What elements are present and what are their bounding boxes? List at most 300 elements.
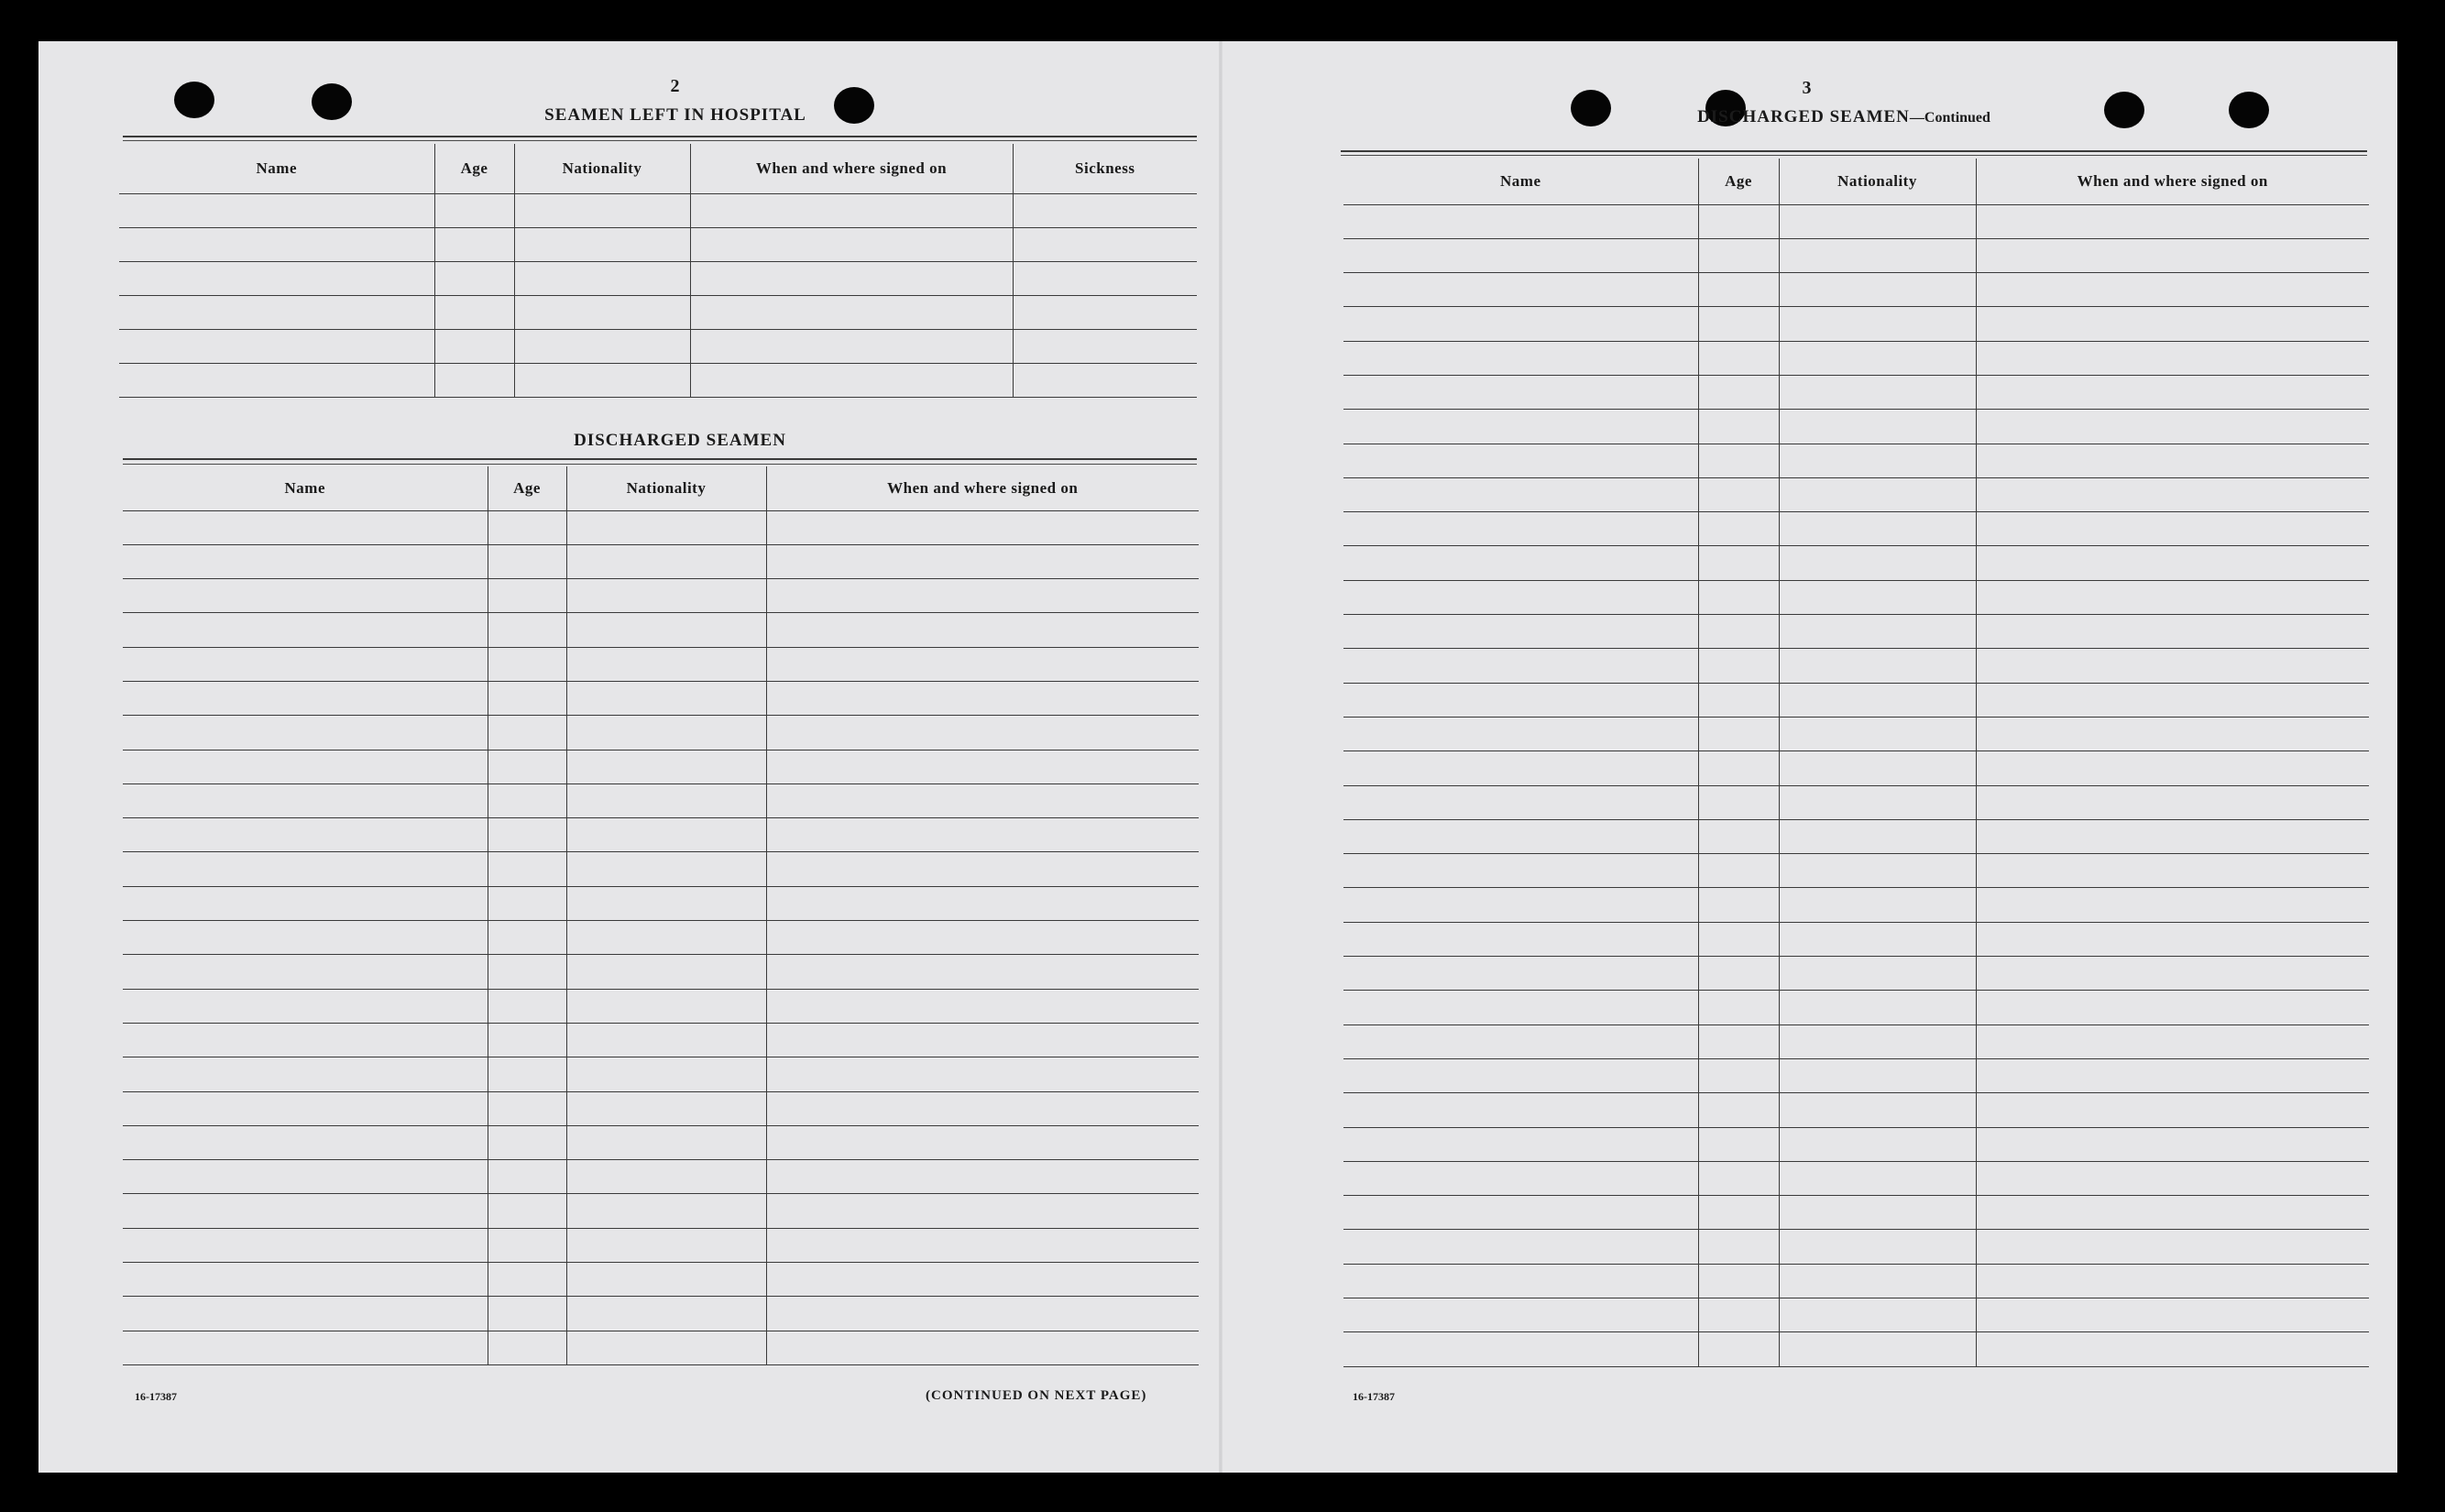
blank-cell: [1779, 1264, 1976, 1298]
blank-cell: [1779, 238, 1976, 272]
blank-cell: [1779, 957, 1976, 991]
blank-cell: [1976, 1024, 2369, 1058]
table-row: [123, 750, 1199, 783]
blank-cell: [1779, 785, 1976, 819]
blank-cell: [1343, 1332, 1698, 1366]
table-row: [1343, 375, 2369, 409]
blank-cell: [766, 613, 1199, 647]
blank-cell: [1698, 341, 1779, 375]
blank-cell: [488, 716, 566, 750]
table-row: [1343, 1264, 2369, 1298]
blank-cell: [1698, 477, 1779, 511]
blank-cell: [1698, 888, 1779, 922]
blank-cell: [1779, 854, 1976, 888]
blank-cell: [1343, 717, 1698, 751]
table-row: [123, 1023, 1199, 1057]
table-row: [1343, 1127, 2369, 1161]
blank-cell: [1698, 580, 1779, 614]
blank-cell: [1976, 444, 2369, 477]
column-header-signed-on: When and where signed on: [766, 466, 1199, 510]
blank-cell: [690, 329, 1013, 363]
column-header-age: Age: [488, 466, 566, 510]
table-row: [1343, 410, 2369, 444]
blank-cell: [766, 921, 1199, 955]
column-header-nationality: Nationality: [514, 144, 690, 193]
blank-cell: [690, 227, 1013, 261]
blank-cell: [1976, 1161, 2369, 1195]
blank-cell: [123, 1091, 488, 1125]
table-row: [123, 1228, 1199, 1262]
blank-cell: [1976, 512, 2369, 546]
blank-cell: [434, 261, 514, 295]
blank-cell: [123, 1194, 488, 1228]
blank-cell: [566, 750, 766, 783]
blank-cell: [1976, 546, 2369, 580]
blank-cell: [690, 261, 1013, 295]
blank-cell: [1698, 375, 1779, 409]
blank-cell: [119, 295, 434, 329]
blank-cell: [123, 750, 488, 783]
blank-cell: [766, 544, 1199, 578]
table-row: [123, 1091, 1199, 1125]
blank-cell: [1976, 991, 2369, 1024]
table-row: [119, 295, 1197, 329]
table-row: [1343, 238, 2369, 272]
blank-cell: [119, 329, 434, 363]
blank-cell: [123, 647, 488, 681]
blank-cell: [488, 1194, 566, 1228]
blank-cell: [766, 886, 1199, 920]
blank-cell: [1343, 785, 1698, 819]
blank-cell: [1343, 1196, 1698, 1230]
blank-cell: [766, 750, 1199, 783]
blank-cell: [1779, 649, 1976, 683]
blank-cell: [1698, 649, 1779, 683]
table-row: [1343, 854, 2369, 888]
blank-cell: [566, 1091, 766, 1125]
blank-cell: [766, 989, 1199, 1023]
blank-cell: [1698, 512, 1779, 546]
blank-cell: [1976, 1332, 2369, 1366]
blank-cell: [1976, 922, 2369, 956]
column-header-age: Age: [434, 144, 514, 193]
column-header-name: Name: [119, 144, 434, 193]
hospital-section-title: SEAMEN LEFT IN HOSPITAL: [544, 105, 806, 125]
blank-cell: [488, 750, 566, 783]
blank-cell: [1779, 580, 1976, 614]
blank-cell: [766, 1331, 1199, 1364]
table-row: [123, 544, 1199, 578]
blank-cell: [1013, 329, 1197, 363]
blank-cell: [1698, 546, 1779, 580]
blank-cell: [123, 818, 488, 852]
table-row: [123, 1297, 1199, 1331]
table-row: [123, 613, 1199, 647]
punch-hole: [1571, 90, 1611, 126]
table-row: [1343, 273, 2369, 307]
blank-cell: [1698, 922, 1779, 956]
blank-cell: [1698, 1161, 1779, 1195]
blank-cell: [488, 579, 566, 613]
blank-cell: [1698, 785, 1779, 819]
blank-cell: [1698, 1264, 1779, 1298]
blank-cell: [1343, 1298, 1698, 1332]
blank-cell: [690, 363, 1013, 397]
blank-cell: [1343, 204, 1698, 238]
table-row: [1343, 991, 2369, 1024]
blank-cell: [488, 1125, 566, 1159]
blank-cell: [566, 783, 766, 817]
blank-cell: [1976, 273, 2369, 307]
blank-cell: [434, 227, 514, 261]
table-row: [123, 1125, 1199, 1159]
blank-cell: [566, 818, 766, 852]
blank-cell: [123, 1160, 488, 1194]
blank-cell: [1779, 1196, 1976, 1230]
blank-cell: [123, 579, 488, 613]
blank-cell: [1013, 193, 1197, 227]
blank-cell: [488, 1331, 566, 1364]
table-row: [119, 363, 1197, 397]
blank-cell: [488, 510, 566, 544]
blank-cell: [1698, 273, 1779, 307]
blank-cell: [1779, 204, 1976, 238]
table-row: [1343, 751, 2369, 785]
blank-cell: [1976, 1230, 2369, 1264]
blank-cell: [1343, 580, 1698, 614]
blank-cell: [1976, 341, 2369, 375]
blank-cell: [1343, 1058, 1698, 1092]
table-row: [123, 647, 1199, 681]
blank-cell: [1698, 819, 1779, 853]
blank-cell: [488, 1023, 566, 1057]
blank-cell: [1976, 1196, 2369, 1230]
blank-cell: [566, 886, 766, 920]
blank-cell: [514, 193, 690, 227]
blank-cell: [1976, 1058, 2369, 1092]
blank-cell: [488, 818, 566, 852]
header-rule: [123, 140, 1197, 141]
blank-cell: [1976, 375, 2369, 409]
blank-cell: [1698, 683, 1779, 717]
blank-cell: [1698, 854, 1779, 888]
blank-cell: [1698, 410, 1779, 444]
table-row: [1343, 1058, 2369, 1092]
punch-hole: [174, 82, 214, 118]
section-title-main: DISCHARGED SEAMEN: [1697, 107, 1910, 126]
blank-cell: [1698, 1024, 1779, 1058]
blank-cell: [123, 1331, 488, 1364]
table-row: [1343, 477, 2369, 511]
table-row: [123, 989, 1199, 1023]
blank-cell: [566, 579, 766, 613]
table-row: [1343, 204, 2369, 238]
blank-cell: [1343, 1161, 1698, 1195]
header-rule: [1341, 155, 2367, 156]
blank-cell: [123, 613, 488, 647]
blank-cell: [119, 261, 434, 295]
blank-cell: [1343, 957, 1698, 991]
blank-cell: [1343, 1230, 1698, 1264]
blank-cell: [1343, 410, 1698, 444]
blank-cell: [1779, 888, 1976, 922]
blank-cell: [488, 955, 566, 989]
blank-cell: [1976, 819, 2369, 853]
blank-cell: [1976, 683, 2369, 717]
blank-cell: [514, 227, 690, 261]
blank-cell: [1013, 295, 1197, 329]
blank-cell: [1779, 1093, 1976, 1127]
column-header-signed-on: When and where signed on: [690, 144, 1013, 193]
blank-cell: [566, 852, 766, 886]
blank-cell: [123, 852, 488, 886]
blank-cell: [766, 1194, 1199, 1228]
blank-cell: [434, 363, 514, 397]
blank-cell: [690, 193, 1013, 227]
blank-cell: [766, 647, 1199, 681]
blank-cell: [1698, 717, 1779, 751]
table-row: [1343, 785, 2369, 819]
blank-cell: [1779, 444, 1976, 477]
header-rule: [123, 136, 1197, 137]
blank-cell: [123, 1057, 488, 1091]
blank-cell: [1976, 477, 2369, 511]
blank-cell: [1976, 615, 2369, 649]
hospital-table: [119, 144, 1197, 398]
header-rule: [123, 464, 1197, 465]
blank-cell: [1343, 375, 1698, 409]
blank-cell: [566, 681, 766, 715]
blank-cell: [766, 1297, 1199, 1331]
table-row: [119, 193, 1197, 227]
blank-cell: [1698, 991, 1779, 1024]
blank-cell: [1779, 410, 1976, 444]
form-code: 16-17387: [135, 1390, 177, 1403]
blank-cell: [1779, 375, 1976, 409]
blank-cell: [766, 1125, 1199, 1159]
blank-cell: [514, 363, 690, 397]
page-number: 2: [670, 76, 681, 96]
discharged-continued-title: [1651, 107, 2036, 127]
blank-cell: [488, 544, 566, 578]
blank-cell: [766, 1228, 1199, 1262]
blank-cell: [1343, 1264, 1698, 1298]
column-header-age: Age: [1698, 159, 1779, 204]
blank-cell: [123, 1297, 488, 1331]
column-header-nationality: Nationality: [566, 466, 766, 510]
blank-cell: [690, 295, 1013, 329]
blank-cell: [434, 193, 514, 227]
blank-cell: [1976, 717, 2369, 751]
table-row: [123, 1331, 1199, 1364]
blank-cell: [566, 955, 766, 989]
blank-cell: [1343, 444, 1698, 477]
blank-cell: [1343, 512, 1698, 546]
table-row: [1343, 444, 2369, 477]
right-page: [1221, 41, 2397, 1473]
blank-cell: [566, 1057, 766, 1091]
blank-cell: [1779, 512, 1976, 546]
blank-cell: [1343, 683, 1698, 717]
blank-cell: [766, 818, 1199, 852]
blank-cell: [1698, 1298, 1779, 1332]
blank-cell: [119, 193, 434, 227]
blank-cell: [488, 1091, 566, 1125]
blank-cell: [1779, 615, 1976, 649]
table-row: [1343, 546, 2369, 580]
blank-cell: [123, 1125, 488, 1159]
blank-cell: [1343, 1093, 1698, 1127]
blank-cell: [1343, 888, 1698, 922]
blank-cell: [566, 510, 766, 544]
blank-cell: [488, 886, 566, 920]
blank-cell: [1698, 444, 1779, 477]
table-row: [119, 261, 1197, 295]
blank-cell: [1976, 204, 2369, 238]
blank-cell: [123, 1023, 488, 1057]
blank-cell: [123, 681, 488, 715]
section-title-suffix: —Continued: [1909, 110, 1990, 126]
blank-cell: [123, 716, 488, 750]
table-row: [1343, 922, 2369, 956]
blank-cell: [1343, 273, 1698, 307]
blank-cell: [1343, 1024, 1698, 1058]
table-row: [123, 579, 1199, 613]
blank-cell: [566, 716, 766, 750]
blank-cell: [1698, 1230, 1779, 1264]
blank-cell: [488, 647, 566, 681]
blank-cell: [514, 329, 690, 363]
table-row: [123, 1263, 1199, 1297]
blank-cell: [1779, 477, 1976, 511]
blank-cell: [1343, 238, 1698, 272]
discharged-section-title: DISCHARGED SEAMEN: [574, 431, 786, 450]
blank-cell: [766, 716, 1199, 750]
table-row: [123, 1160, 1199, 1194]
blank-cell: [123, 921, 488, 955]
blank-cell: [1343, 615, 1698, 649]
blank-cell: [1976, 307, 2369, 341]
blank-cell: [1343, 341, 1698, 375]
blank-cell: [514, 261, 690, 295]
blank-cell: [1698, 204, 1779, 238]
blank-cell: [1976, 649, 2369, 683]
blank-cell: [1976, 1264, 2369, 1298]
blank-cell: [766, 852, 1199, 886]
blank-cell: [123, 886, 488, 920]
column-header-name: Name: [1343, 159, 1698, 204]
blank-cell: [1976, 410, 2369, 444]
blank-cell: [766, 1263, 1199, 1297]
header-rule: [123, 458, 1197, 460]
blank-cell: [1976, 1093, 2369, 1127]
table-row: [123, 510, 1199, 544]
table-row: [1343, 1332, 2369, 1366]
blank-cell: [566, 989, 766, 1023]
blank-cell: [566, 1125, 766, 1159]
blank-cell: [1976, 238, 2369, 272]
punch-hole: [312, 83, 352, 120]
column-header-sickness: Sickness: [1013, 144, 1197, 193]
table-row: [123, 955, 1199, 989]
blank-cell: [566, 544, 766, 578]
blank-cell: [1976, 957, 2369, 991]
blank-cell: [1779, 1161, 1976, 1195]
blank-cell: [1013, 227, 1197, 261]
blank-cell: [1976, 785, 2369, 819]
blank-cell: [1779, 991, 1976, 1024]
blank-cell: [514, 295, 690, 329]
blank-cell: [1698, 1332, 1779, 1366]
table-row: [1343, 819, 2369, 853]
page-number: 3: [1802, 78, 1813, 98]
left-page: [38, 41, 1221, 1473]
blank-cell: [488, 1297, 566, 1331]
table-row: [1343, 683, 2369, 717]
table-row: [1343, 615, 2369, 649]
blank-cell: [1779, 922, 1976, 956]
blank-cell: [488, 783, 566, 817]
blank-cell: [1779, 1298, 1976, 1332]
blank-cell: [566, 1023, 766, 1057]
blank-cell: [566, 647, 766, 681]
blank-cell: [766, 1160, 1199, 1194]
blank-cell: [766, 1023, 1199, 1057]
table-row: [1343, 1298, 2369, 1332]
blank-cell: [1698, 307, 1779, 341]
blank-cell: [123, 989, 488, 1023]
blank-cell: [123, 510, 488, 544]
blank-cell: [1013, 363, 1197, 397]
discharged-table: [123, 466, 1199, 1365]
table-row: [123, 1057, 1199, 1091]
blank-cell: [1698, 1127, 1779, 1161]
blank-cell: [1013, 261, 1197, 295]
punch-hole: [2229, 92, 2269, 128]
table-row: [1343, 1196, 2369, 1230]
blank-cell: [1698, 1058, 1779, 1092]
blank-cell: [566, 1228, 766, 1262]
blank-cell: [566, 1263, 766, 1297]
blank-cell: [1976, 1298, 2369, 1332]
document-sheet: [38, 41, 2397, 1473]
blank-cell: [1343, 751, 1698, 785]
discharged-continued-table: [1343, 159, 2369, 1367]
blank-cell: [434, 295, 514, 329]
blank-cell: [1343, 1127, 1698, 1161]
blank-cell: [488, 852, 566, 886]
blank-cell: [119, 363, 434, 397]
blank-cell: [123, 1228, 488, 1262]
blank-cell: [434, 329, 514, 363]
table-row: [1343, 1093, 2369, 1127]
blank-cell: [566, 1297, 766, 1331]
table-row: [123, 852, 1199, 886]
blank-cell: [1779, 1127, 1976, 1161]
table-row: [119, 227, 1197, 261]
blank-cell: [1343, 649, 1698, 683]
blank-cell: [1698, 751, 1779, 785]
blank-cell: [1779, 307, 1976, 341]
blank-cell: [1976, 854, 2369, 888]
table-row: [123, 886, 1199, 920]
continued-note: (CONTINUED ON NEXT PAGE): [926, 1388, 1147, 1403]
punch-hole: [2104, 92, 2144, 128]
table-row: [1343, 649, 2369, 683]
table-row: [1343, 341, 2369, 375]
table-row: [1343, 1230, 2369, 1264]
table-row: [1343, 1024, 2369, 1058]
